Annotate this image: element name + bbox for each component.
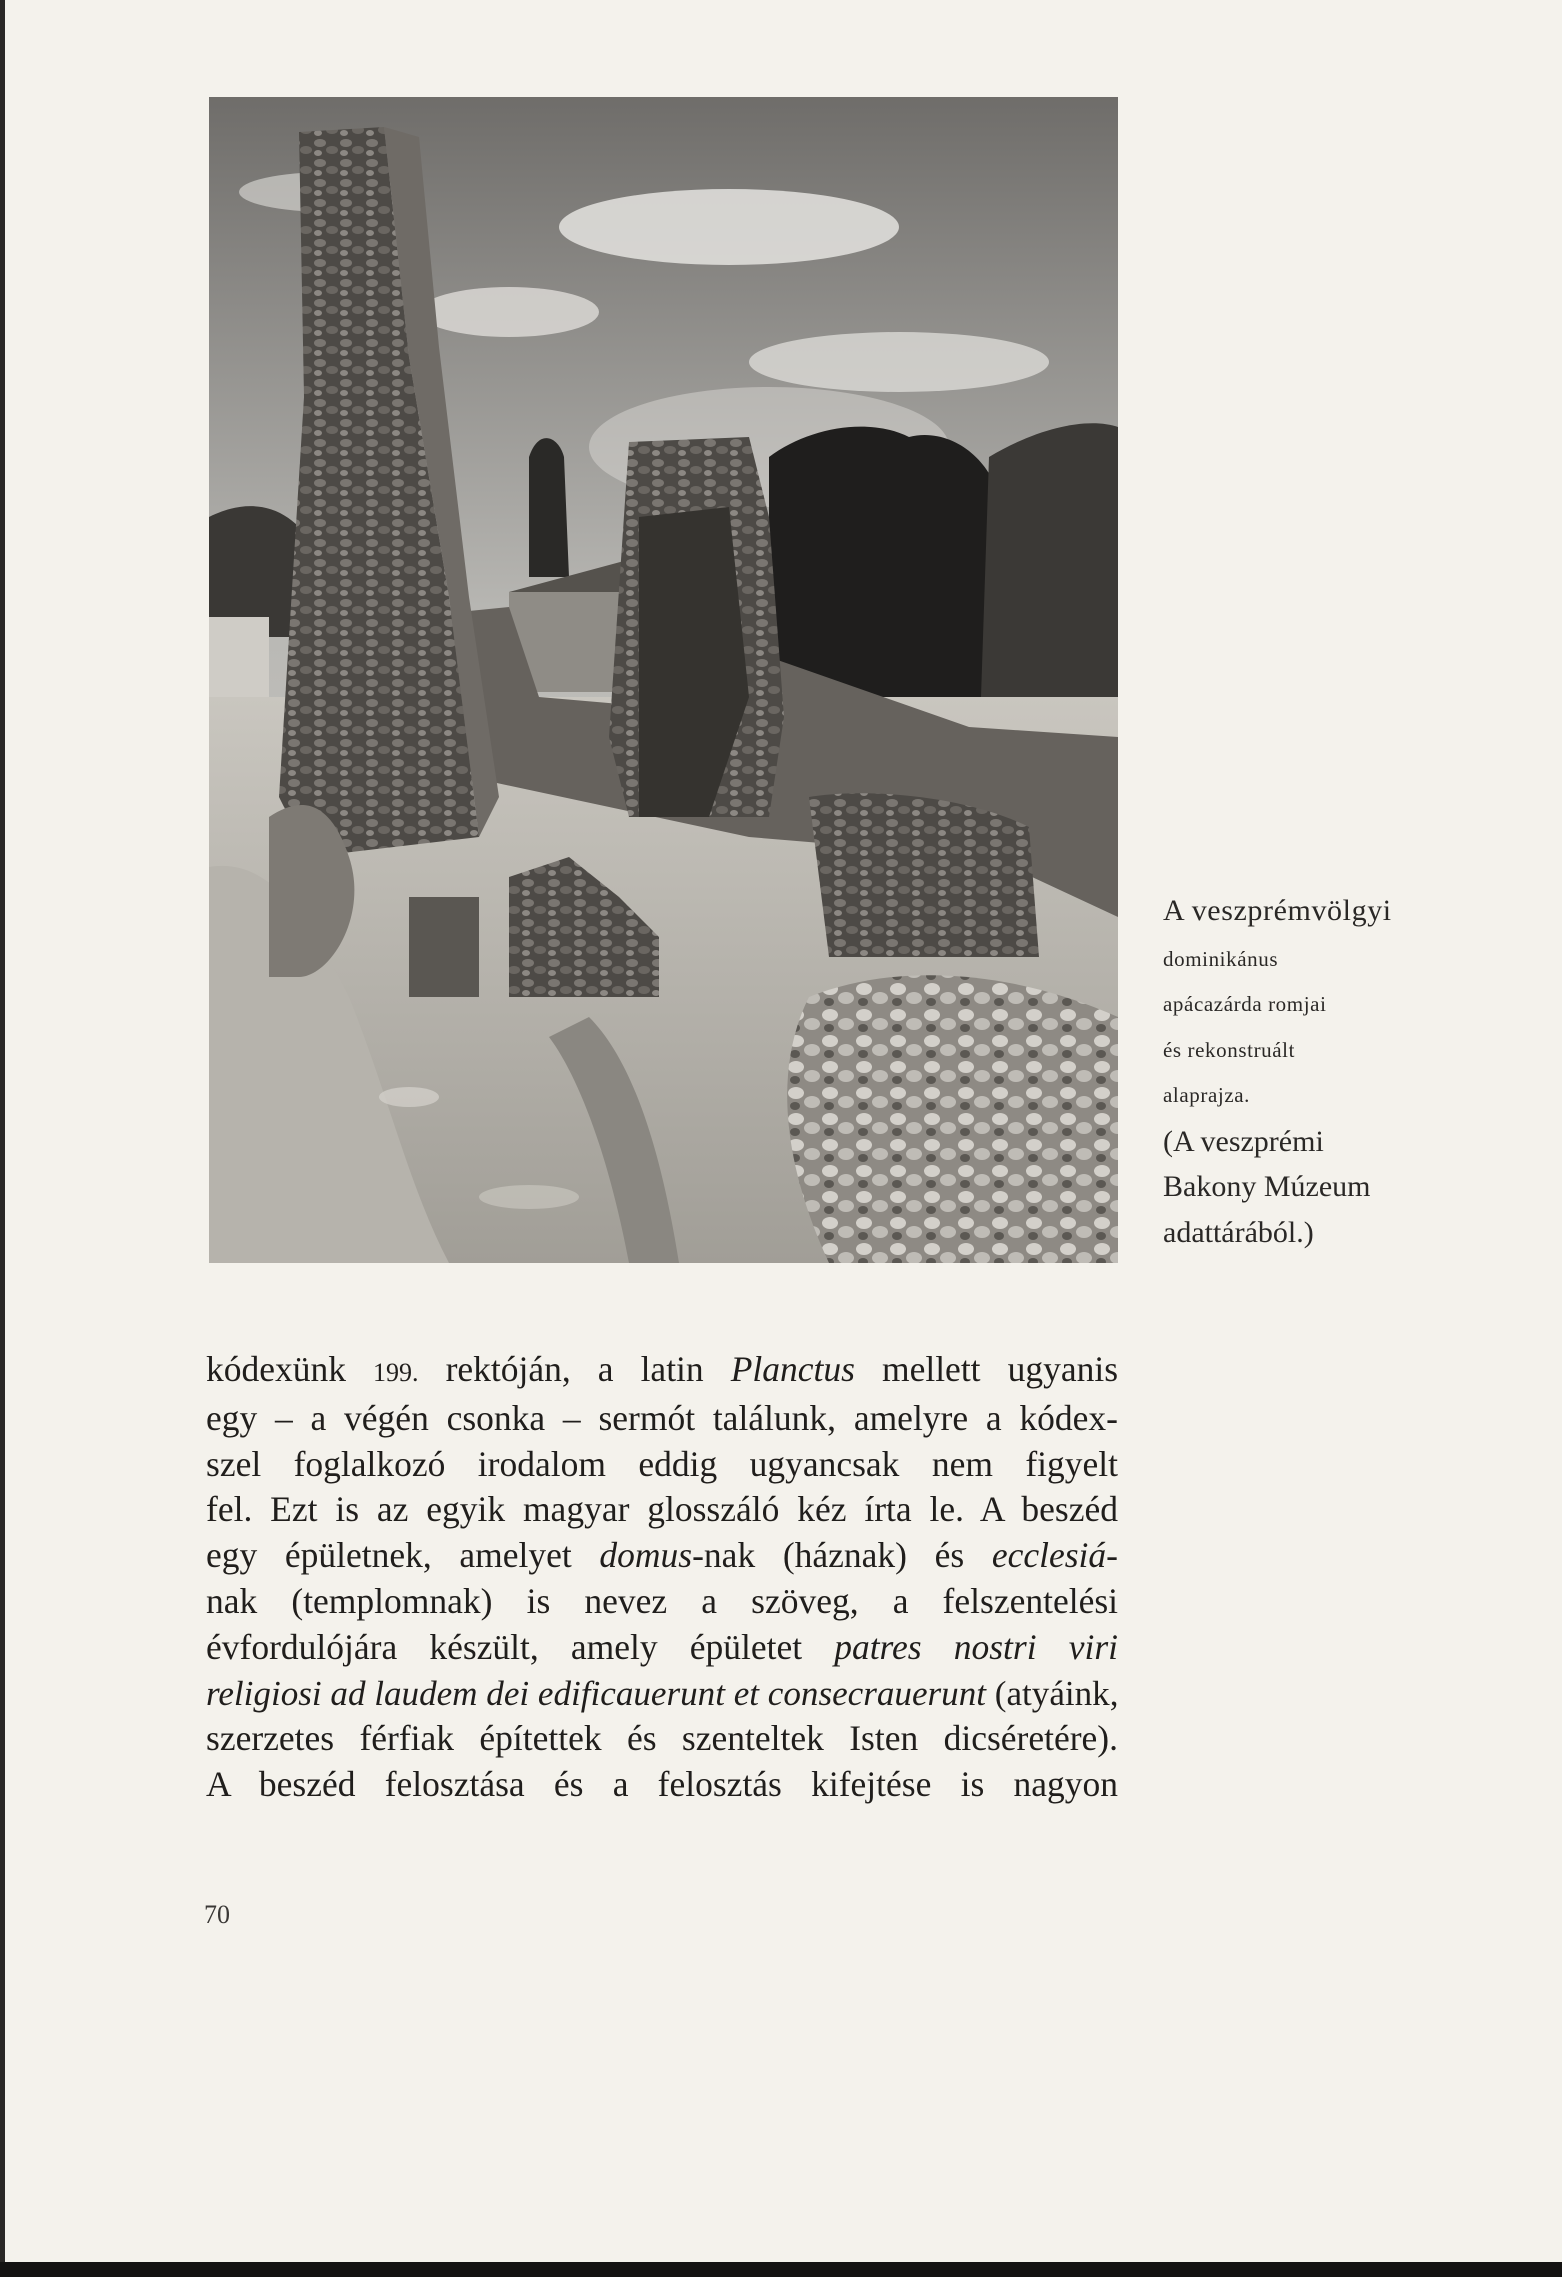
ruins-photo-drawing: [209, 97, 1118, 1263]
caption-line: Bakony Múzeum: [1163, 1170, 1371, 1203]
caption-line: A veszprémvölgyi: [1163, 894, 1392, 927]
caption-line: apácazárda romjai: [1163, 992, 1327, 1016]
body-paragraph: [206, 1347, 1118, 1808]
text-line-2: egy – a végén csonka – sermót találunk, amelyre a kódex-: [206, 1397, 1118, 1438]
caption-line: adattárából.): [1163, 1215, 1314, 1249]
text-line-7: évfordulójára készült, amely épületet patres nostri viri: [206, 1626, 1118, 1667]
page-number: 70: [204, 1900, 230, 1929]
text-line-5: egy épületnek, amelyet domus-nak (háznak) és ecclesiá-: [206, 1535, 1118, 1576]
book-spine-edge: [0, 0, 5, 2277]
text-line-6: nak (templomnak) is nevez a szöveg, a felszentelési: [206, 1580, 1118, 1621]
scan-bottom-edge: [0, 2262, 1562, 2277]
caption-line: dominikánus: [1163, 946, 1279, 971]
caption-line: és rekonstruált: [1163, 1037, 1296, 1062]
text-line-3: szel foglalkozó irodalom eddig ugyancsak nem figyelt: [206, 1443, 1118, 1484]
text-line-10: A beszéd felosztása és a felosztás kifejtése is nagyon: [206, 1764, 1118, 1805]
ruins-photograph: [209, 97, 1118, 1263]
caption-line: (A veszprémi: [1163, 1124, 1324, 1158]
text-line-9: szerzetes férfiak építettek és szenteltek Isten dicséretére).: [206, 1718, 1118, 1759]
photo-caption: [1163, 888, 1463, 1255]
text-line-4: fel. Ezt is az egyik magyar glosszáló kéz írta le. A beszéd: [206, 1489, 1118, 1530]
text-line-8: religiosi ad laudem dei edificauerunt et consecrauerunt (atyáink,: [206, 1673, 1119, 1713]
text-line-1: kódexünk 199. rektóján, a latin Planctus mellett ugyanis: [206, 1349, 1119, 1389]
caption-line: alaprajza.: [1163, 1083, 1251, 1107]
